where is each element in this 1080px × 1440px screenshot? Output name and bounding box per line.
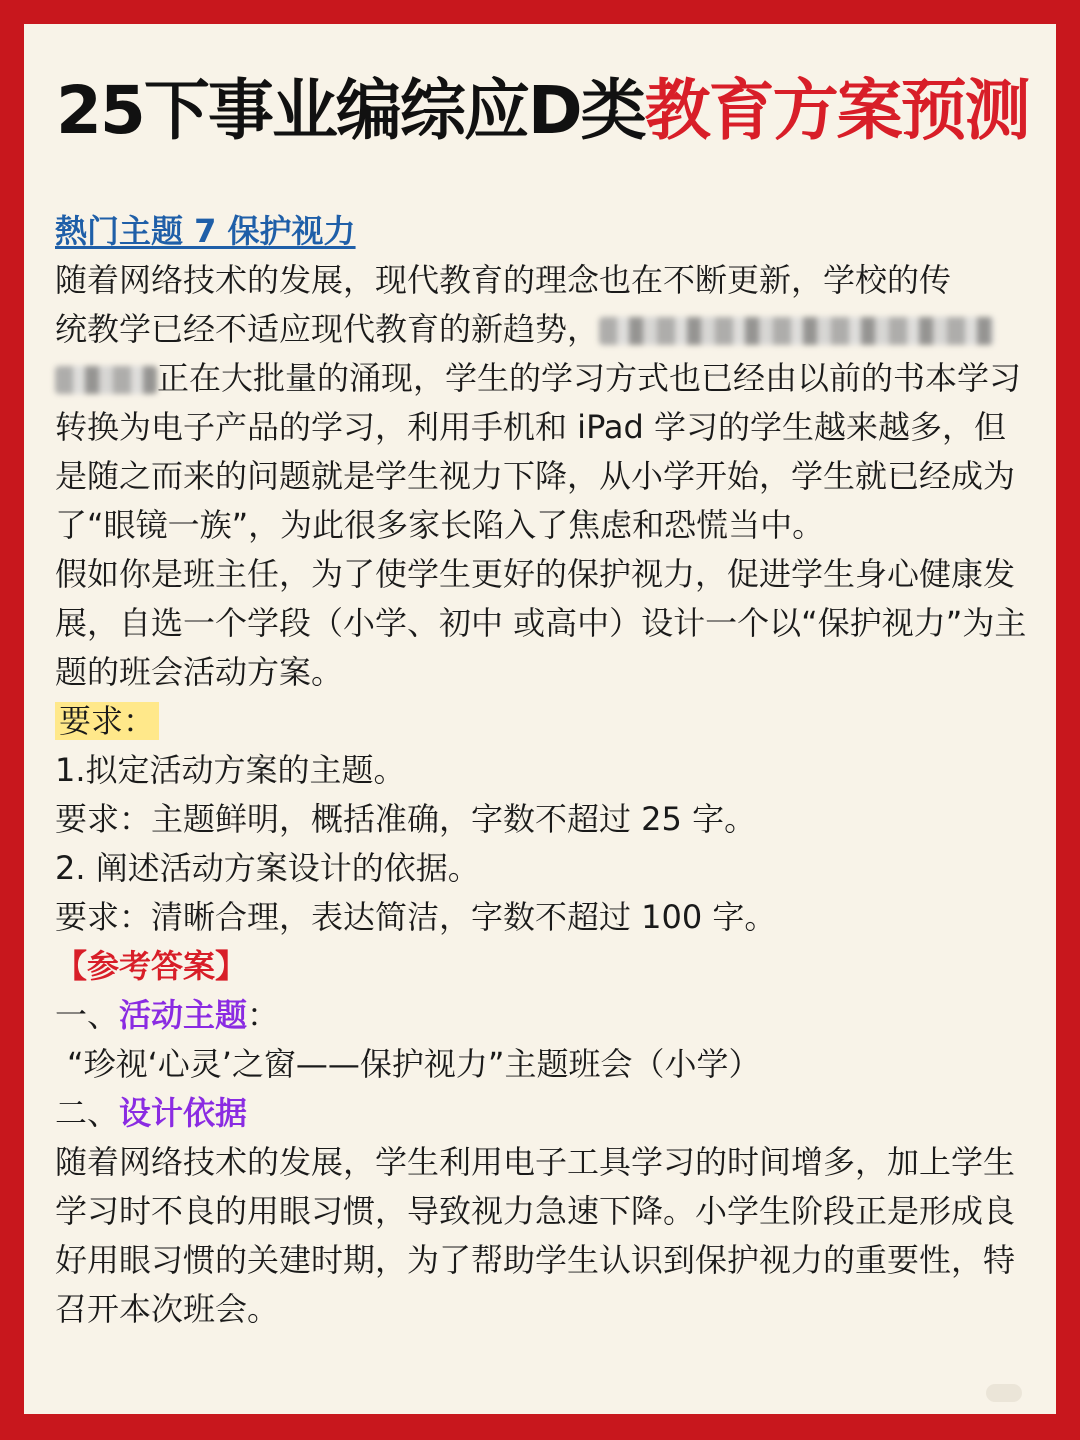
background-paragraph — [55, 256, 1030, 550]
requirement-item-3: 2. 阐述活动方案设计的依据。 — [55, 849, 480, 887]
section-1-title: 活动主题 — [119, 996, 248, 1034]
answer-label: 【参考答案】 — [55, 947, 248, 985]
answer-section-1-text: “珍视‘心灵’之窗——保护视力”主题班会（小学） — [67, 1045, 761, 1083]
background-line-3: 正在大批量的涌现，学生的学习方式也已经由以前的书本 — [157, 359, 958, 397]
topic-heading: 熱门主题 7 保护视力 — [55, 212, 356, 250]
watermark-badge — [986, 1384, 1022, 1402]
requirement-item-1: 1.拟定活动方案的主题。 — [55, 751, 406, 789]
document-body — [55, 207, 1030, 1334]
requirement-item-4: 要求：清晰合理，表达简洁，字数不超过 100 字。 — [55, 898, 777, 936]
document-card — [24, 24, 1056, 1414]
title-highlight: 教育方案预测 — [644, 72, 1029, 149]
task-paragraph: 假如你是班主任，为了使学生更好的保护视力，促进学生身心健康发展，自选一个学段（小学、初中 或高中）设计一个以“保护视力”为主题的班会活动方案。 — [55, 555, 1027, 691]
requirement-item-2: 要求：主题鲜明，概括准确，字数不超过 25 字。 — [55, 800, 757, 838]
answer-section-1-heading — [55, 991, 1030, 1040]
background-line-1: 随着网络技术的发展，现代教育的理念也在不断更新，学校的传 — [55, 261, 952, 299]
title-main: 25下事业编综应D类 — [56, 72, 645, 149]
answer-section-2-text: 随着网络技术的发展，学生利用电子工具学习的时间增多，加上学生学习时不良的用眼习惯，导致视力急速下降。小学生阶段正是形成良好用眼习惯的关建时期，为了帮助学生认识到保护视力的重要性，特召开本次班会。 — [55, 1143, 1016, 1328]
requirements-label-line — [55, 697, 1030, 746]
section-1-colon: ： — [247, 996, 280, 1034]
section-2-title: 设计依据 — [119, 1094, 248, 1132]
section-1-prefix: 一、 — [55, 996, 120, 1034]
page-title — [56, 72, 1036, 149]
background-rest: 学习转换为电子产品的学习，利用手机和 iPad 学习的学生越来越多，但是随之而来的问题就是学生视力下降，从小学开始，学生就已经成为了“眼镜一族”，为此很多家长陷入了焦虑和恐慌当中。 — [55, 359, 1022, 544]
background-line-2: 统教学已经不适应现代教育的新趋势， — [55, 310, 600, 348]
section-2-prefix: 二、 — [55, 1094, 120, 1132]
answer-section-2-heading — [55, 1089, 1030, 1138]
blurred-text-1 — [599, 317, 994, 345]
blurred-text-2 — [55, 366, 157, 394]
requirements-label: 要求： — [55, 702, 159, 740]
